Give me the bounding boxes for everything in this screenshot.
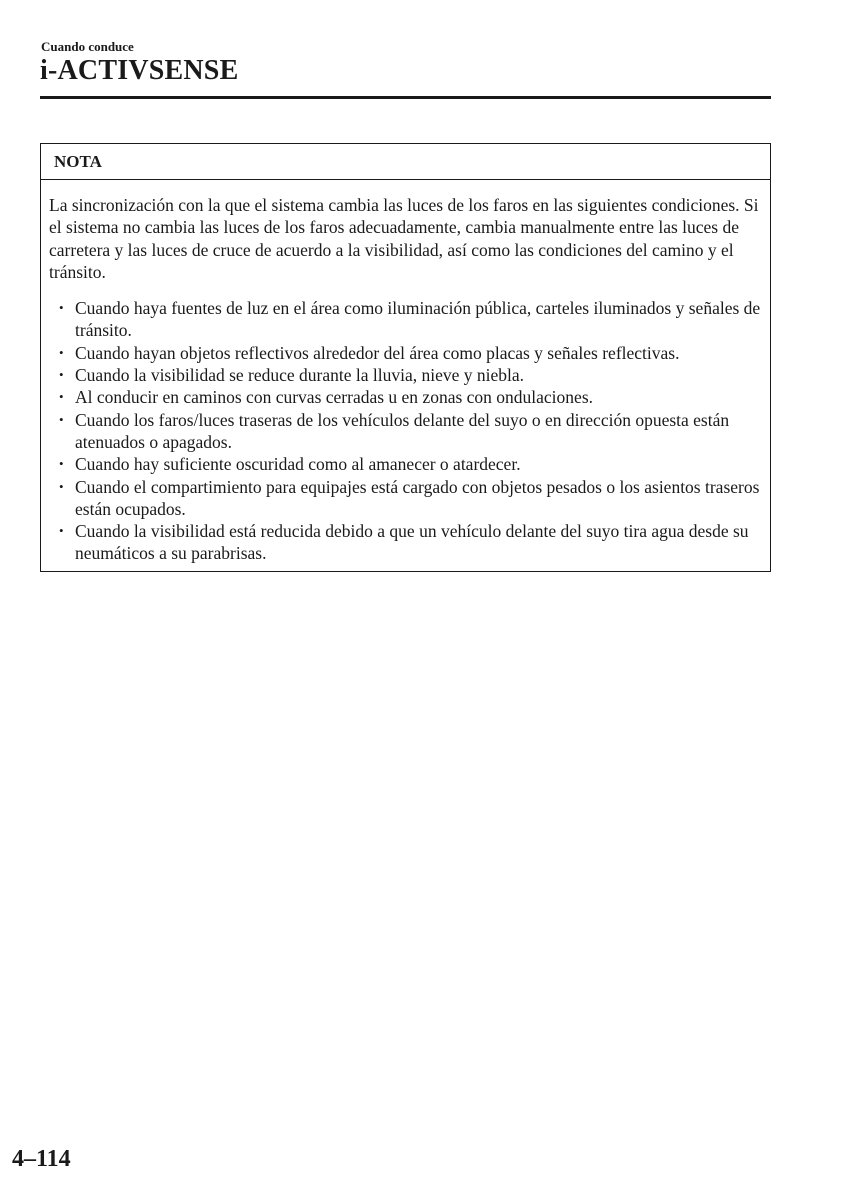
list-item-text: Cuando la visibilidad se reduce durante la lluvia, nieve y niebla. [75,365,525,386]
list-item [49,364,762,386]
list-item-text: Cuando hayan objetos reflectivos alrededor del área como placas y señales reflectivas. [75,342,680,363]
list-item [49,409,762,454]
note-box [40,143,771,572]
list-item-text: Cuando hay suficiente oscuridad como al amanecer o atardecer. [75,454,521,475]
list-item-text: Cuando la visibilidad está reducida debido a que un vehículo delante del suyo tira agua desde su neumáticos a su parabrisas. [75,521,749,564]
list-item [49,386,762,408]
bullet-icon: • [59,344,64,360]
page-title: i-ACTIVSENSE [40,55,239,86]
list-item [49,520,762,565]
list-item [49,297,762,342]
list-item [49,453,762,475]
section-label: Cuando conduce [41,39,134,54]
bullet-icon: • [59,456,64,472]
list-item [49,342,762,364]
note-label: NOTA [41,144,770,180]
note-list [49,297,762,565]
note-body [41,180,770,565]
list-item-text: Cuando el compartimiento para equipajes está cargado con objetos pesados o los asientos traseros están ocupados. [75,476,760,519]
bullet-icon: • [59,478,64,494]
list-item [49,476,762,521]
list-item-text: Al conducir en caminos con curvas cerradas u en zonas con ondulaciones. [75,387,594,408]
heading-divider [40,96,771,99]
note-intro-paragraph: La sincronización con la que el sistema cambia las luces de los faros en las siguientes condiciones. Si el sistema no cambia las luces de los faros adecuadamente, cambia manualmente entre las luces de carretera y las luces de cruce de acuerdo a la visibilidad, así como las condiciones del camino y el tránsito. [49,195,759,282]
list-item-text: Cuando haya fuentes de luz en el área como iluminación pública, carteles iluminados y señales de tránsito. [75,298,761,341]
bullet-icon: • [59,367,64,383]
page-number: 4–114 [12,1146,71,1172]
list-item-text: Cuando los faros/luces traseras de los vehículos delante del suyo o en dirección opuesta están atenuados o apagados. [75,409,730,452]
bullet-icon: • [59,300,64,316]
bullet-icon: • [59,389,64,405]
bullet-icon: • [59,523,64,539]
bullet-icon: • [59,411,64,427]
